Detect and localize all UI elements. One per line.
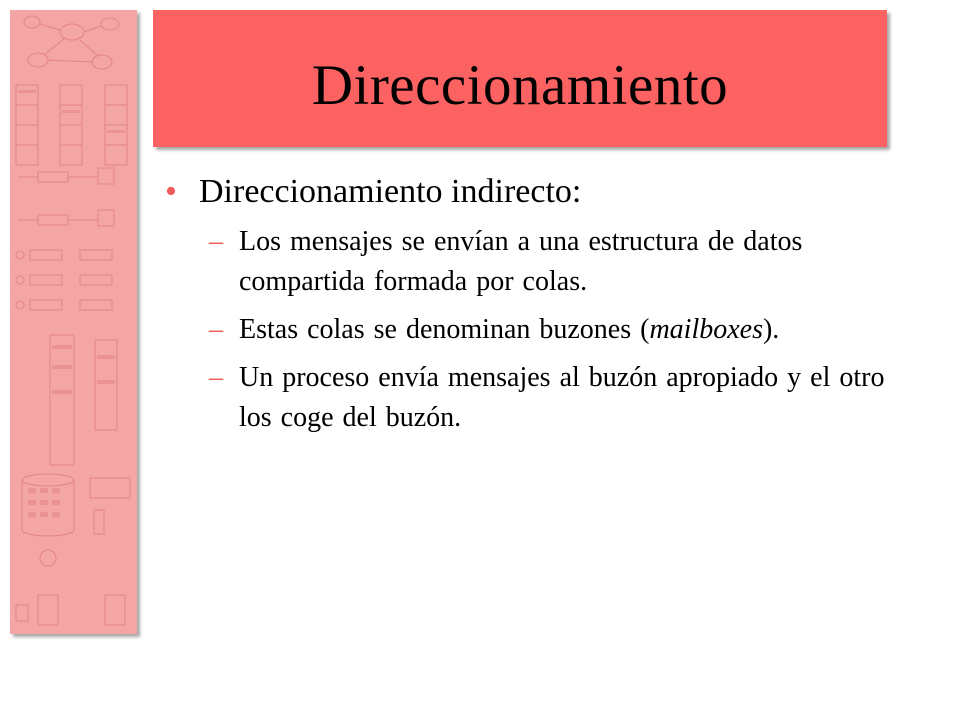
diagram-watermark-icon bbox=[10, 10, 137, 634]
sub-item-text: Los mensajes se envían a una estructura de datos compartida formada por colas. bbox=[239, 226, 803, 297]
sub-item bbox=[165, 310, 885, 350]
title-bar bbox=[153, 10, 887, 147]
slide-title: Direccionamiento bbox=[311, 54, 729, 117]
sub-item bbox=[165, 358, 885, 438]
dash-icon: – bbox=[209, 226, 223, 257]
sub-item-text: Estas colas se denominan buzones ( bbox=[239, 314, 650, 345]
sub-item-text: Un proceso envía mensajes al buzón apropiado y el otro los coge del buzón. bbox=[239, 362, 885, 433]
slide-content bbox=[165, 168, 885, 446]
sub-item-text-end: ). bbox=[762, 314, 780, 345]
sub-item-italic-text: mailboxes bbox=[649, 314, 763, 345]
dash-icon: – bbox=[209, 314, 223, 345]
sub-item bbox=[165, 222, 885, 302]
dash-icon: – bbox=[209, 362, 223, 393]
bullet-item bbox=[165, 168, 885, 216]
decorative-sidebar bbox=[10, 10, 137, 634]
bullet-icon: • bbox=[165, 173, 177, 210]
bullet-text: Direccionamiento indirecto: bbox=[199, 173, 582, 210]
